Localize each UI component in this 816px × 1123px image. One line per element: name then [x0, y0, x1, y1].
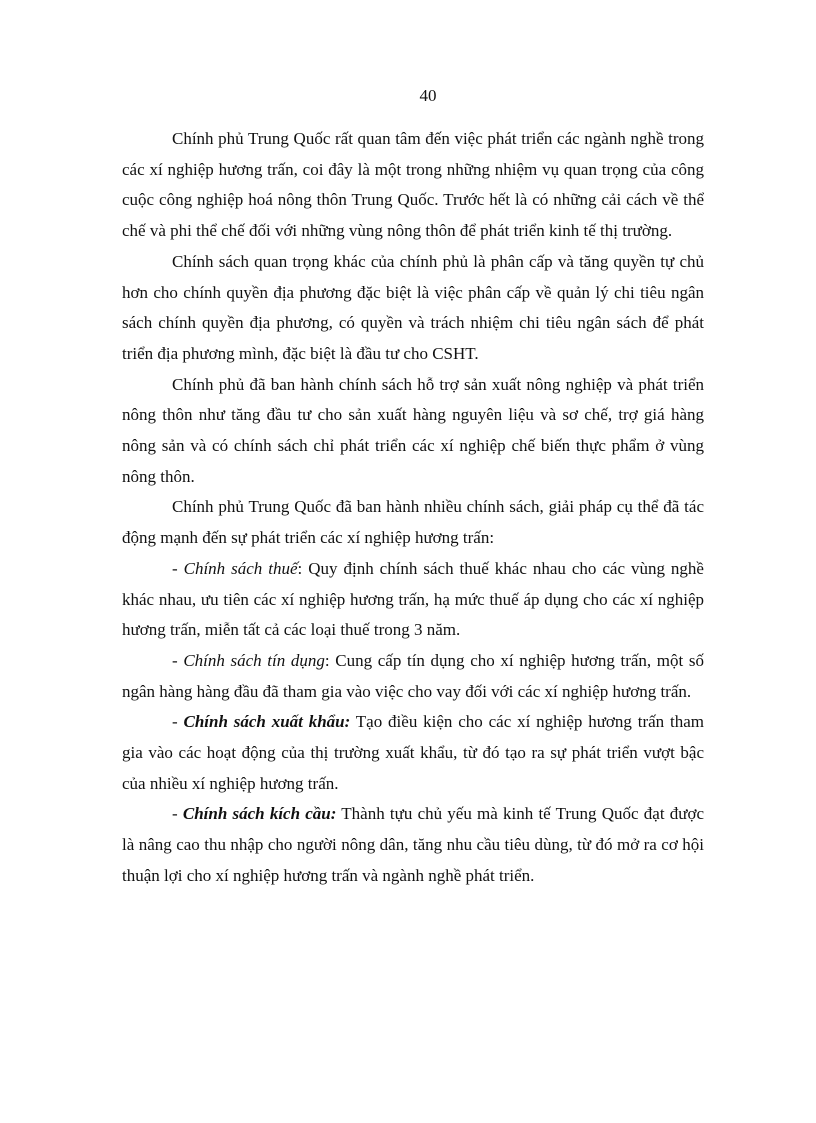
list-dash: -: [172, 804, 183, 824]
policy-demand-paragraph: [122, 799, 704, 891]
list-dash: -: [172, 558, 184, 578]
policy-export-paragraph: [122, 707, 704, 799]
policy-demand-label: Chính sách kích cầu:: [182, 804, 337, 824]
list-dash: -: [172, 650, 184, 670]
policy-tax-text: : Quy định chính sách thuế khác nhau cho các vùng nghề khác nhau, ưu tiên các xí nghiệp hương trấn, hạ mức thuế áp dụng cho các xí nghiệp hương trấn, miễn tất cả các loại thuế trong 3 năm.: [122, 558, 704, 640]
page-number: 40: [419, 86, 437, 105]
policy-credit-label: Chính sách tín dụng: [183, 650, 325, 670]
paragraph-3: Chính phủ đã ban hành chính sách hỗ trợ sản xuất nông nghiệp và phát triển nông thôn như tăng đầu tư cho sản xuất hàng nguyên liệu và sơ chế, trợ giá hàng nông sản và có chính sách chỉ phát triển các xí nghiệp chế biến thực phẩm ở vùng nông thôn.: [122, 374, 704, 486]
paragraph-2: Chính sách quan trọng khác của chính phủ là phân cấp và tăng quyền tự chủ hơn cho chính quyền địa phương đặc biệt là việc phân cấp về quản lý chi tiêu ngân sách chính quyền địa phương, có quyền và trách nhiệm chi tiêu ngân sách để phát triển địa phương mình, đặc biệt là đầu tư cho CSHT.: [122, 251, 704, 363]
policy-tax-label: Chính sách thuế: [183, 558, 298, 578]
policy-demand-text: Thành tựu chủ yếu mà kinh tế Trung Quốc đạt được là nâng cao thu nhập cho người nông dân, tăng nhu cầu tiêu dùng, từ đó mở ra cơ hội thuận lợi cho xí nghiệp hương trấn và ngành nghề phát triển.: [122, 804, 704, 885]
document-body: [122, 124, 704, 892]
policy-credit-text: : Cung cấp tín dụng cho xí nghiệp hương trấn, một số ngân hàng hàng đầu đã tham gia vào việc cho vay đối với các xí nghiệp hương trấn.: [122, 650, 705, 701]
policy-export-text: Tạo điều kiện cho các xí nghiệp hương trấn tham gia vào các hoạt động của thị trường xuất khẩu, từ đó tạo ra sự phát triển vượt bậc của nhiều xí nghiệp hương trấn.: [122, 712, 704, 793]
list-dash: -: [172, 712, 184, 732]
policy-credit-paragraph: [122, 646, 704, 707]
paragraph-1: Chính phủ Trung Quốc rất quan tâm đến việc phát triển các ngành nghề trong các xí nghiệp hương trấn, coi đây là một trong những nhiệm vụ quan trọng của công cuộc công nghiệp hoá nông thôn Trung Quốc. Trước hết là có những cải cách về thể chế và phi thể chế đối với những vùng nông thôn để phát triển kinh tế thị trường.: [122, 129, 704, 241]
policy-tax-paragraph: [122, 554, 704, 646]
policy-export-label: Chính sách xuất khẩu:: [183, 712, 351, 732]
paragraph-4: Chính phủ Trung Quốc đã ban hành nhiều chính sách, giải pháp cụ thể đã tác động mạnh đến sự phát triển các xí nghiệp hương trấn:: [122, 497, 704, 548]
